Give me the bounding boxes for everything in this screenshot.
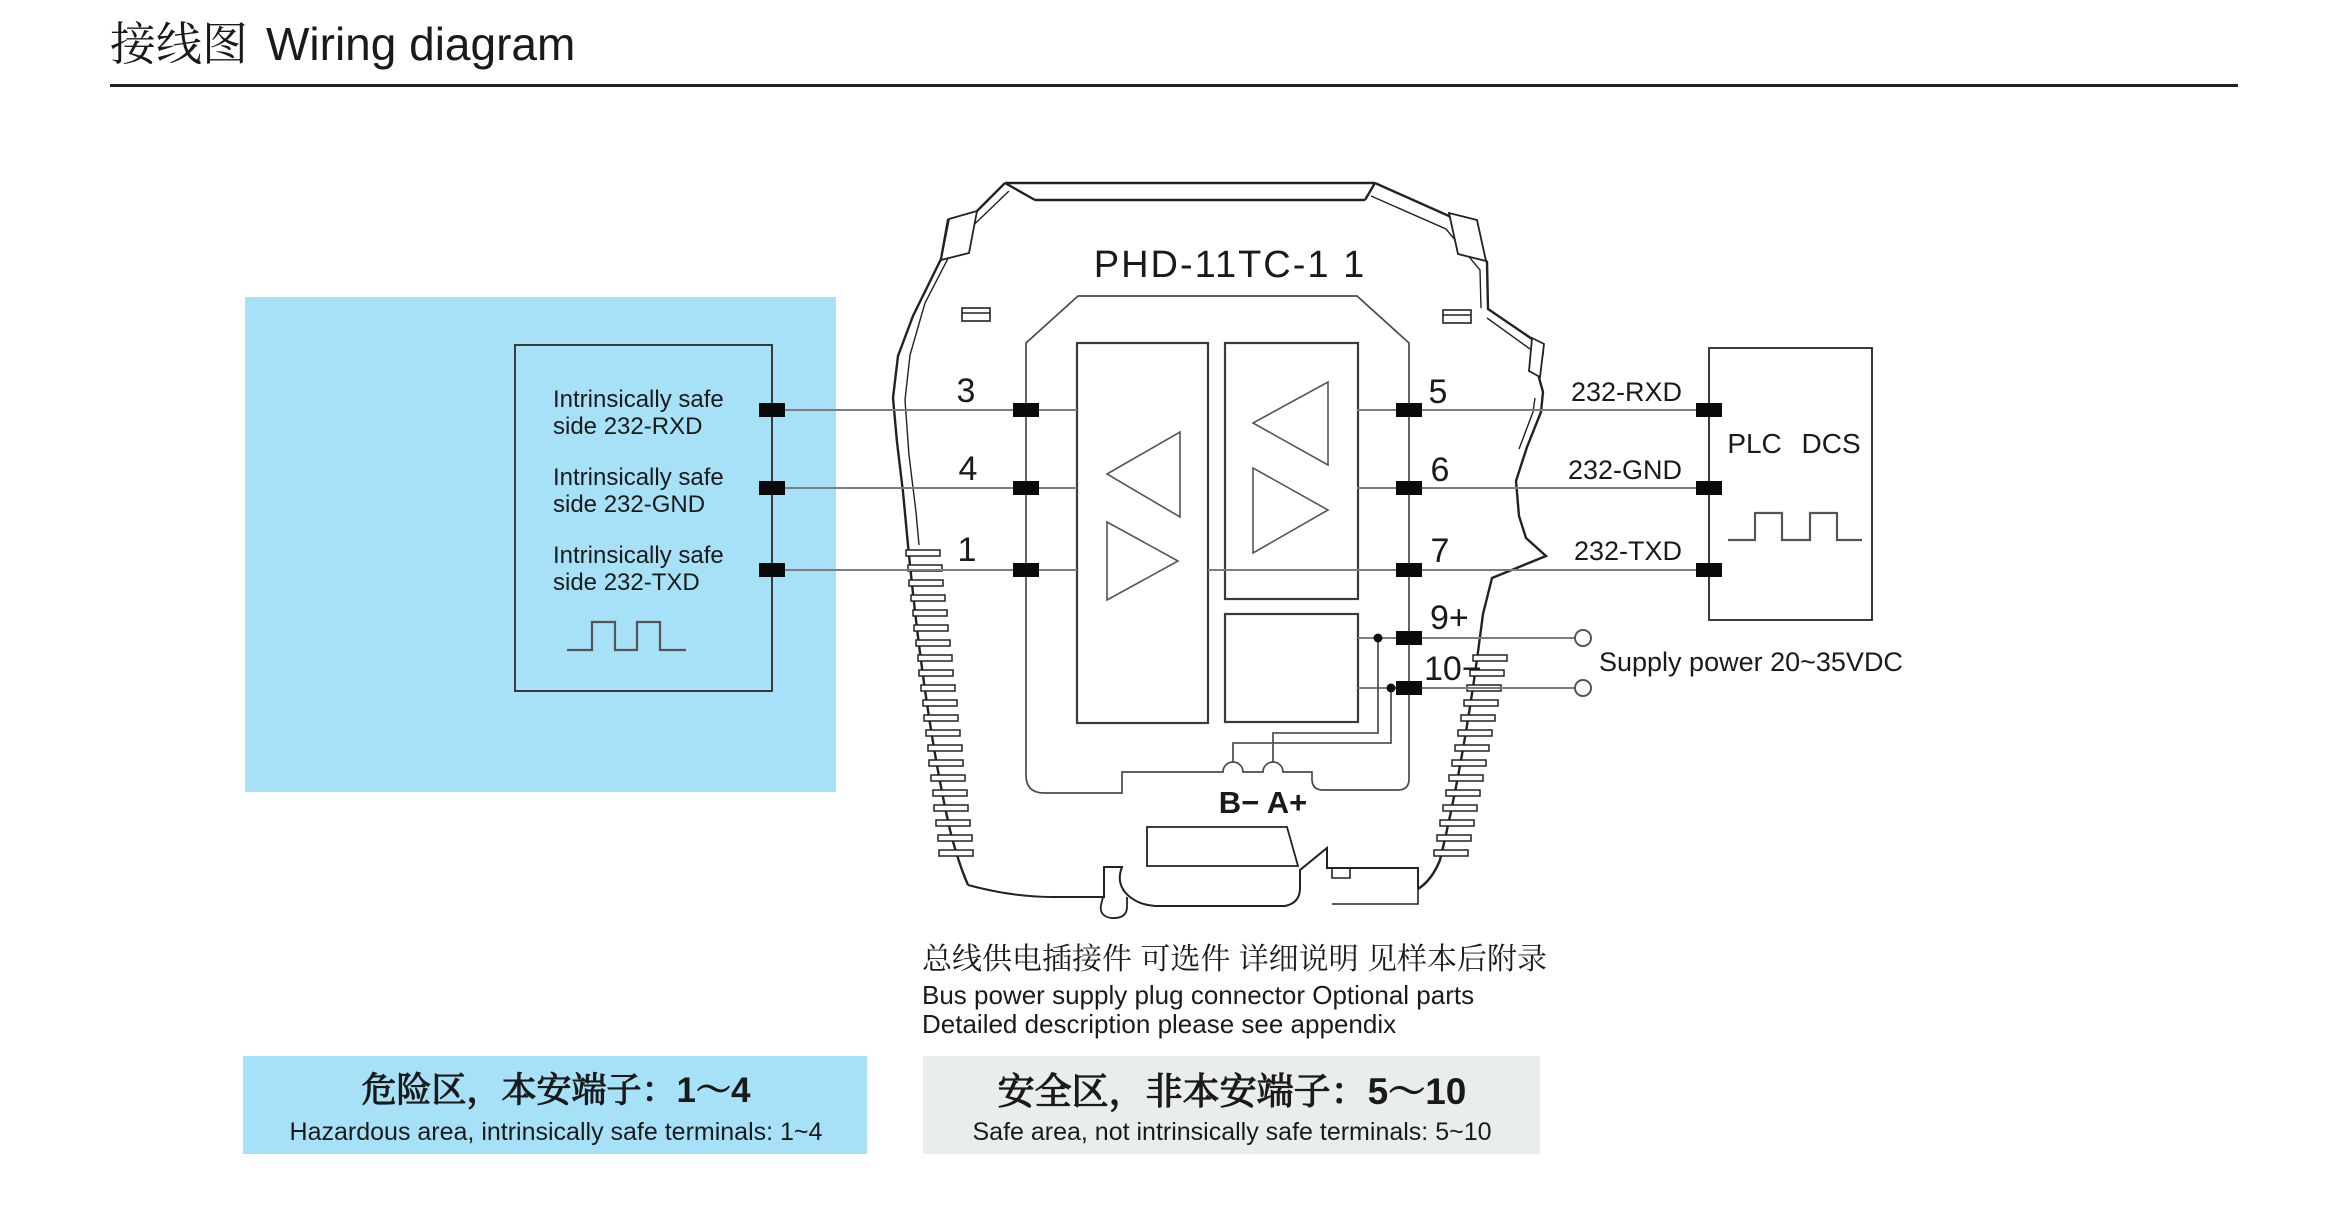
terminal-square (759, 563, 785, 577)
terminal-square-6 (1396, 481, 1422, 495)
terminal-number-7: 7 (1430, 532, 1450, 570)
terminal-number-6: 6 (1430, 451, 1450, 489)
terminal-square-4 (1013, 481, 1039, 495)
notes-block (922, 943, 1547, 1039)
terminal-number-5: 5 (1428, 373, 1448, 411)
terminal-square (1696, 563, 1722, 577)
hazardous-area-region (245, 297, 836, 792)
terminal-square-10 (1396, 681, 1422, 695)
amp-block-left (1077, 343, 1208, 723)
wire-label-rxd: 232-RXD (1570, 377, 1682, 407)
hazard-footer-en: Hazardous area, intrinsically safe terminals: 1~4 (289, 1118, 823, 1146)
terminal-square (1696, 403, 1722, 417)
terminal-numbers-left (957, 372, 978, 569)
terminal-square (759, 481, 785, 495)
wire-label-txd: 232-TXD (1573, 536, 1682, 566)
terminal-square (1696, 481, 1722, 495)
hazard-footer-cn: 危险区，本安端子：1～4 (361, 1071, 751, 1110)
field-device-labels (553, 386, 724, 596)
page-title-cn: 接线图 (110, 18, 248, 70)
din-foot-detail (1332, 868, 1418, 904)
terminal-number-1: 1 (957, 531, 977, 569)
housing-left-clip-tab (941, 211, 977, 260)
vent-slot-left (962, 308, 990, 321)
terminal-number-9: 9+ (1430, 599, 1469, 637)
is-label-rxd-line1: Intrinsically safe (553, 386, 724, 413)
amp-block-right (1225, 343, 1358, 599)
housing-right-clip-tab-2 (1529, 338, 1544, 377)
title-underline (110, 84, 2238, 87)
din-rail-block (1147, 827, 1298, 866)
safe-footer-en: Safe area, not intrinsically safe terminals: 5~10 (972, 1118, 1492, 1146)
serration-left (906, 550, 973, 856)
din-spring-hook (1101, 897, 1127, 918)
terminal-square-3 (1013, 403, 1039, 417)
device-model-label: PHD-11TC-1 1 (1093, 244, 1367, 286)
wire-label-gnd: 232-GND (1567, 455, 1682, 485)
bus-connector-label: B− A+ (1218, 785, 1308, 820)
note-en-1: Bus power supply plug connector Optional parts (922, 980, 1475, 1010)
terminal-number-3: 3 (956, 372, 976, 410)
is-label-rxd-line2: side 232-RXD (553, 413, 703, 440)
note-en-2: Detailed description please see appendix (922, 1009, 1397, 1039)
terminal-number-10: 10− (1424, 650, 1482, 688)
power-block (1225, 614, 1358, 722)
safe-footer-cn: 安全区，非本安端子：5～10 (997, 1071, 1467, 1112)
terminal-numbers-right (1424, 373, 1482, 688)
junction-dot (1374, 634, 1383, 643)
is-label-gnd-line1: Intrinsically safe (553, 464, 724, 491)
is-label-gnd-line2: side 232-GND (553, 491, 706, 518)
note-cn: 总线供电插接件 可选件 详细说明 见样本后附录 (922, 943, 1548, 976)
page-title-en: Wiring diagram (266, 18, 576, 70)
supply-terminal-circle-minus (1575, 680, 1591, 696)
is-label-txd-line1: Intrinsically safe (553, 542, 724, 569)
terminal-square-7 (1396, 563, 1422, 577)
supply-terminal-circle-plus (1575, 630, 1591, 646)
housing-right-clip-tab (1449, 213, 1486, 261)
vent-slot-right (1443, 310, 1471, 323)
terminal-square (759, 403, 785, 417)
terminal-square-5 (1396, 403, 1422, 417)
plc-dcs-label: PLC DCS (1727, 428, 1861, 459)
terminal-number-4: 4 (958, 450, 978, 488)
housing-top-cap (1005, 183, 1375, 200)
supply-power-label: Supply power 20~35VDC (1599, 647, 1903, 677)
terminal-square-9 (1396, 631, 1422, 645)
is-label-txd-line2: side 232-TXD (553, 569, 700, 596)
junction-dot (1387, 684, 1396, 693)
plc-dcs-box (1709, 348, 1872, 620)
terminal-square-1 (1013, 563, 1039, 577)
